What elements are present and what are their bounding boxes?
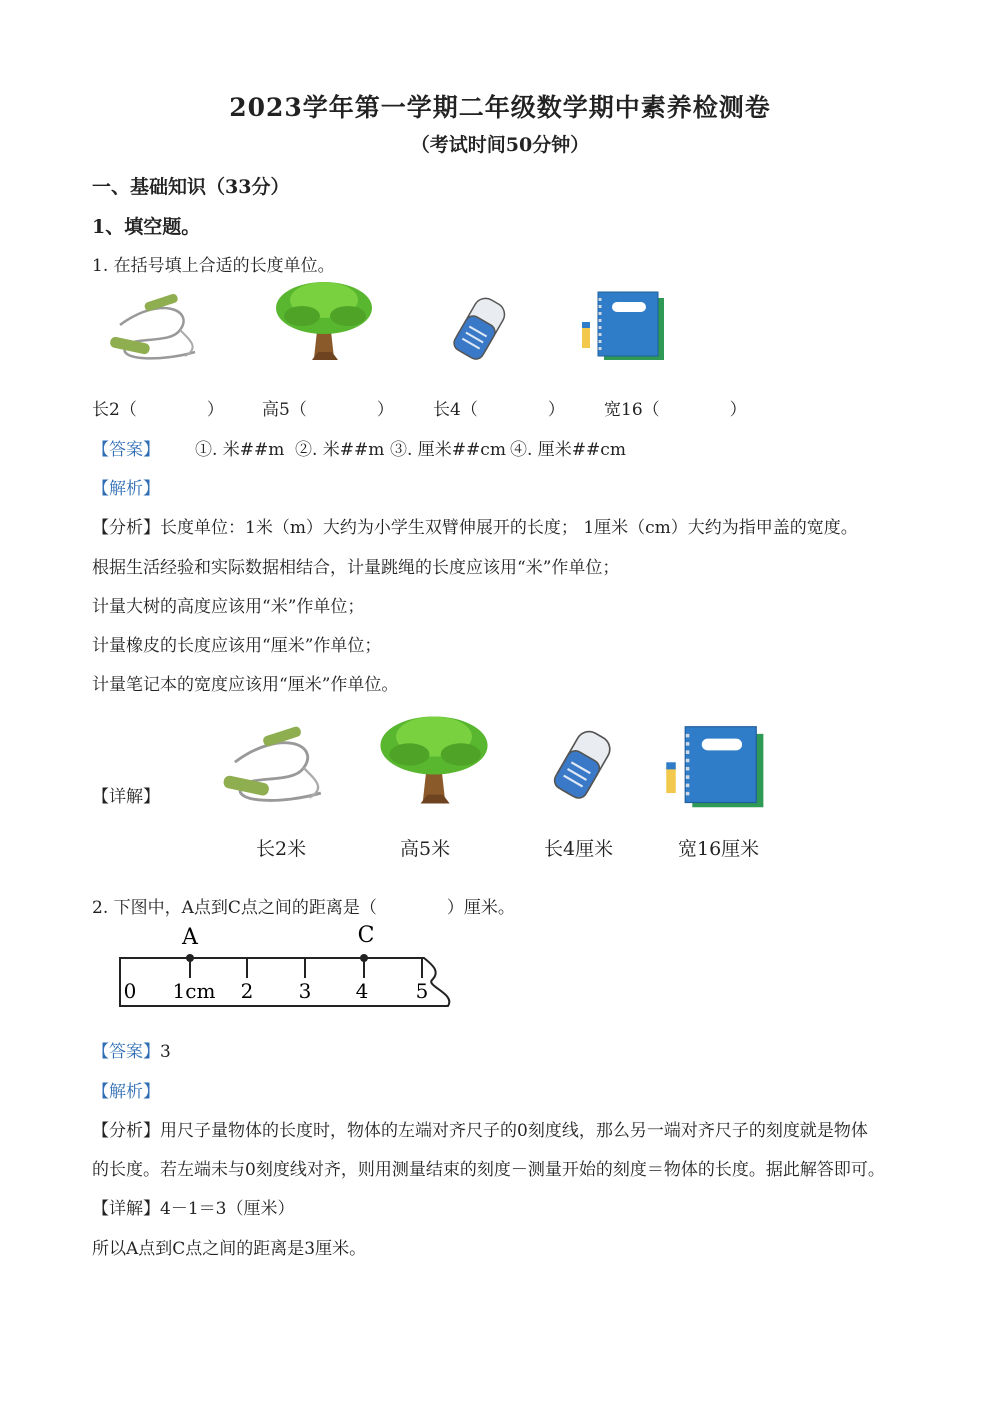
q1-analysis-line: 根据生活经验和实际数据相结合，计量跳绳的长度应该用“米”作单位；	[92, 558, 620, 578]
page-title: 2023学年第一学期二年级数学期中素养检测卷	[229, 93, 771, 122]
point-label: C	[357, 923, 375, 948]
blank-close: ）	[206, 400, 224, 420]
q2-conclusion: 所以A点到C点之间的距离是3厘米。	[92, 1239, 367, 1259]
q1-analysis-line: 计量橡皮的长度应该用“厘米”作单位；	[92, 636, 382, 656]
q1-answer-label: 【答案】	[92, 440, 160, 460]
blank-label: 高5（	[262, 400, 307, 420]
notebook-icon	[578, 288, 670, 364]
blank-label: 长2（	[92, 400, 137, 420]
blank-close: ）	[729, 400, 747, 420]
q1-analysis-line: 【分析】长度单位：1米（m）大约为小学生双臂伸展开的长度； 1厘米（cm）大约为指甲盖的宽度。	[92, 518, 858, 538]
q1-answer-1: ①. 米##m	[195, 440, 285, 460]
tick-label: 1cm	[172, 979, 216, 1003]
eraser-icon	[448, 292, 512, 364]
detail-caption: 长2米	[256, 838, 307, 860]
tick-label: 2	[240, 979, 254, 1003]
q2-analysis-line: 的长度。若左端未与0刻度线对齐，则用测量结束的刻度－测量开始的刻度＝物体的长度。据此解答即可。	[92, 1160, 885, 1180]
q2-prompt	[92, 893, 515, 918]
q2-prompt-text: ）厘米。	[446, 898, 515, 918]
blank-label: 宽16（	[604, 400, 660, 420]
section-heading: 一、基础知识（33分）	[92, 176, 290, 198]
tick-label: 0	[123, 979, 137, 1003]
q2-answer	[92, 1037, 171, 1062]
q1-analysis-line: 计量笔记本的宽度应该用“厘米”作单位。	[92, 675, 399, 695]
q2-answer-value: 3	[160, 1042, 171, 1062]
q2-analysis-label: 【解析】	[92, 1082, 160, 1102]
blank-tree	[262, 395, 394, 420]
q2-analysis-line: 【分析】用尺子量物体的长度时，物体的左端对齐尺子的0刻度线，那么另一端对齐尺子的刻度就是物体	[92, 1121, 868, 1141]
point-a-marker	[186, 954, 194, 962]
blank-jump-rope	[92, 395, 224, 420]
q2-detail-line: 【详解】4－1＝3（厘米）	[92, 1199, 295, 1219]
q1-answer-4: ④. 厘米##cm	[510, 440, 626, 460]
tick-label: 3	[298, 979, 312, 1003]
exam-duration: （考试时间50分钟）	[410, 134, 590, 156]
blank-notebook	[604, 395, 747, 420]
q1-detail-label: 【详解】	[92, 787, 160, 807]
q1-answer-3: ③. 厘米##cm	[390, 440, 506, 460]
point-label: A	[182, 925, 198, 950]
q2-answer-label: 【答案】	[92, 1042, 160, 1062]
q1-analysis-label: 【解析】	[92, 479, 160, 499]
eraser-icon	[548, 724, 618, 804]
tick-label: 4	[355, 979, 369, 1003]
notebook-icon	[660, 722, 772, 812]
tick-label: 5	[415, 979, 429, 1003]
tree-icon	[374, 712, 494, 808]
point-c-marker	[360, 954, 368, 962]
jump-rope-icon	[212, 722, 338, 808]
detail-caption: 宽16厘米	[678, 838, 760, 860]
detail-caption: 高5米	[400, 838, 451, 860]
part-heading: 1、填空题。	[92, 216, 201, 238]
blank-label: 长4（	[433, 400, 478, 420]
blank-close: ）	[547, 400, 565, 420]
ruler-diagram	[110, 920, 470, 1012]
q1-answer-2: ②. 米##m	[295, 440, 385, 460]
q1-prompt: 1. 在括号填上合适的长度单位。	[92, 256, 335, 276]
q2-prompt-text: 2. 下图中，A点到C点之间的距离是（	[92, 898, 377, 918]
blank-eraser	[433, 395, 565, 420]
detail-caption: 长4厘米	[544, 838, 614, 860]
blank-close: ）	[376, 400, 394, 420]
q1-analysis-line: 计量大树的高度应该用“米”作单位；	[92, 597, 365, 617]
jump-rope-icon	[100, 290, 210, 365]
tree-icon	[272, 278, 376, 364]
